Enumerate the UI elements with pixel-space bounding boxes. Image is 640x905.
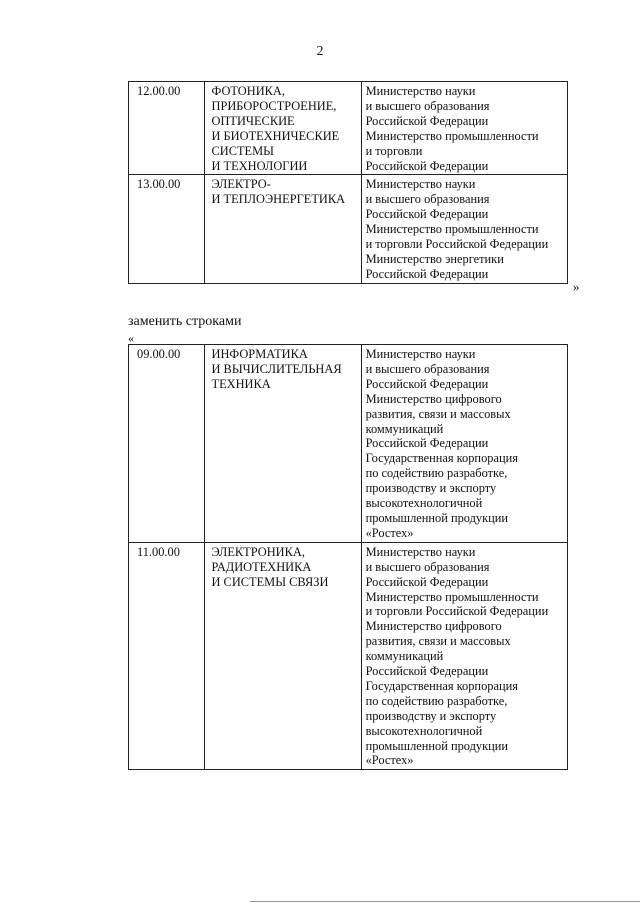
field-name-line: ИНФОРМАТИКА	[211, 347, 308, 361]
ministry-line: Российской Федерации	[365, 664, 489, 679]
ministry-line: и торговли	[365, 143, 423, 158]
code-cell: 09.00.00	[129, 345, 205, 543]
ministry-line: Российской Федерации	[365, 436, 489, 451]
ministry-line: Министерство энергетики	[365, 251, 504, 266]
code-cell: 13.00.00	[129, 175, 205, 283]
ministry-line: «Ростех»	[365, 525, 414, 540]
code-cell: 11.00.00	[129, 542, 205, 770]
ministry-line: Министерство науки	[365, 347, 476, 361]
ministry-line: и торговли Российской Федерации	[365, 237, 549, 252]
ministry-line: и высшего образования	[365, 98, 490, 113]
ministry-line: Российской Федерации	[365, 376, 489, 391]
ministry-line: промышленной продукции	[365, 738, 509, 753]
field-name-line: ТЕХНИКА	[211, 376, 271, 391]
ministry-line: высокотехнологичной	[365, 723, 483, 738]
ministry-cell	[361, 345, 567, 543]
ministry-cell	[361, 175, 567, 283]
ministry-line: «Ростех»	[365, 753, 414, 768]
ministry-line: Государственная корпорация	[365, 678, 518, 693]
ministry-line: развития, связи и массовых	[365, 406, 511, 421]
field-name-line: И ТЕХНОЛОГИИ	[211, 158, 308, 173]
ministry-line: Министерство науки	[365, 84, 476, 98]
ministry-line: Российской Федерации	[365, 158, 489, 173]
ministry-line: производству и экспорту	[365, 708, 497, 723]
ministry-line: Министерство цифрового	[365, 619, 502, 634]
field-name-line: ОПТИЧЕСКИЕ	[211, 113, 295, 128]
ministry-line: Министерство цифрового	[365, 391, 502, 406]
replace-instruction: заменить строками	[128, 314, 242, 329]
ministry-line: и высшего образования	[365, 361, 490, 376]
ministry-line: Российской Федерации	[365, 266, 489, 281]
ministry-line: Министерство промышленности	[365, 128, 539, 143]
field-name-line: ЭЛЕКТРОНИКА,	[211, 544, 305, 559]
ministry-line: и высшего образования	[365, 192, 490, 207]
ministry-line: и высшего образования	[365, 559, 490, 574]
ministry-line: высокотехнологичной	[365, 496, 483, 511]
code-cell: 12.00.00	[129, 82, 205, 175]
ministry-line: Российской Федерации	[365, 207, 489, 222]
ministry-line: Государственная корпорация	[365, 451, 518, 466]
table-row	[129, 175, 568, 283]
ministry-line: Министерство промышленности	[365, 222, 539, 237]
ministry-line: и торговли Российской Федерации	[365, 604, 549, 619]
field-name-line: ЭЛЕКТРО-	[211, 177, 271, 192]
opening-quote: «	[128, 331, 134, 345]
ministry-line: Министерство науки	[365, 177, 476, 192]
field-name-cell	[204, 175, 361, 283]
field-name-line: РАДИОТЕХНИКА	[211, 559, 312, 574]
field-name-line: ПРИБОРОСТРОЕНИЕ,	[211, 98, 337, 113]
ministry-line: Министерство науки	[365, 544, 476, 559]
ministry-line: Российской Федерации	[365, 574, 489, 589]
ministry-cell	[361, 82, 567, 175]
field-name-cell	[204, 542, 361, 770]
ministry-line: по содействию разработке,	[365, 466, 508, 481]
new-rows-table	[128, 344, 568, 770]
old-rows-table	[128, 81, 568, 284]
ministry-line: по содействию разработке,	[365, 693, 508, 708]
field-name-line: И ВЫЧИСЛИТЕЛЬНАЯ	[211, 361, 342, 376]
closing-quote: »	[573, 279, 580, 294]
table-row	[129, 345, 568, 543]
ministry-line: Российской Федерации	[365, 113, 489, 128]
ministry-line: промышленной продукции	[365, 510, 509, 525]
field-name-line: И БИОТЕХНИЧЕСКИЕ	[211, 128, 340, 143]
page-number: 2	[316, 44, 324, 59]
field-name-line: СИСТЕМЫ	[211, 143, 274, 158]
ministry-line: коммуникаций	[365, 649, 444, 664]
field-name-line: И СИСТЕМЫ СВЯЗИ	[211, 574, 329, 589]
field-name-line: И ТЕПЛОЭНЕРГЕТИКА	[211, 192, 346, 207]
table-row	[129, 542, 568, 770]
ministry-cell	[361, 542, 567, 770]
ministry-line: производству и экспорту	[365, 481, 497, 496]
field-name-cell	[204, 82, 361, 175]
scan-edge-line	[250, 901, 640, 902]
field-name-cell	[204, 345, 361, 543]
ministry-line: коммуникаций	[365, 421, 444, 436]
table-row	[129, 82, 568, 175]
field-name-line: ФОТОНИКА,	[211, 84, 285, 98]
ministry-line: Министерство промышленности	[365, 589, 539, 604]
ministry-line: развития, связи и массовых	[365, 634, 511, 649]
